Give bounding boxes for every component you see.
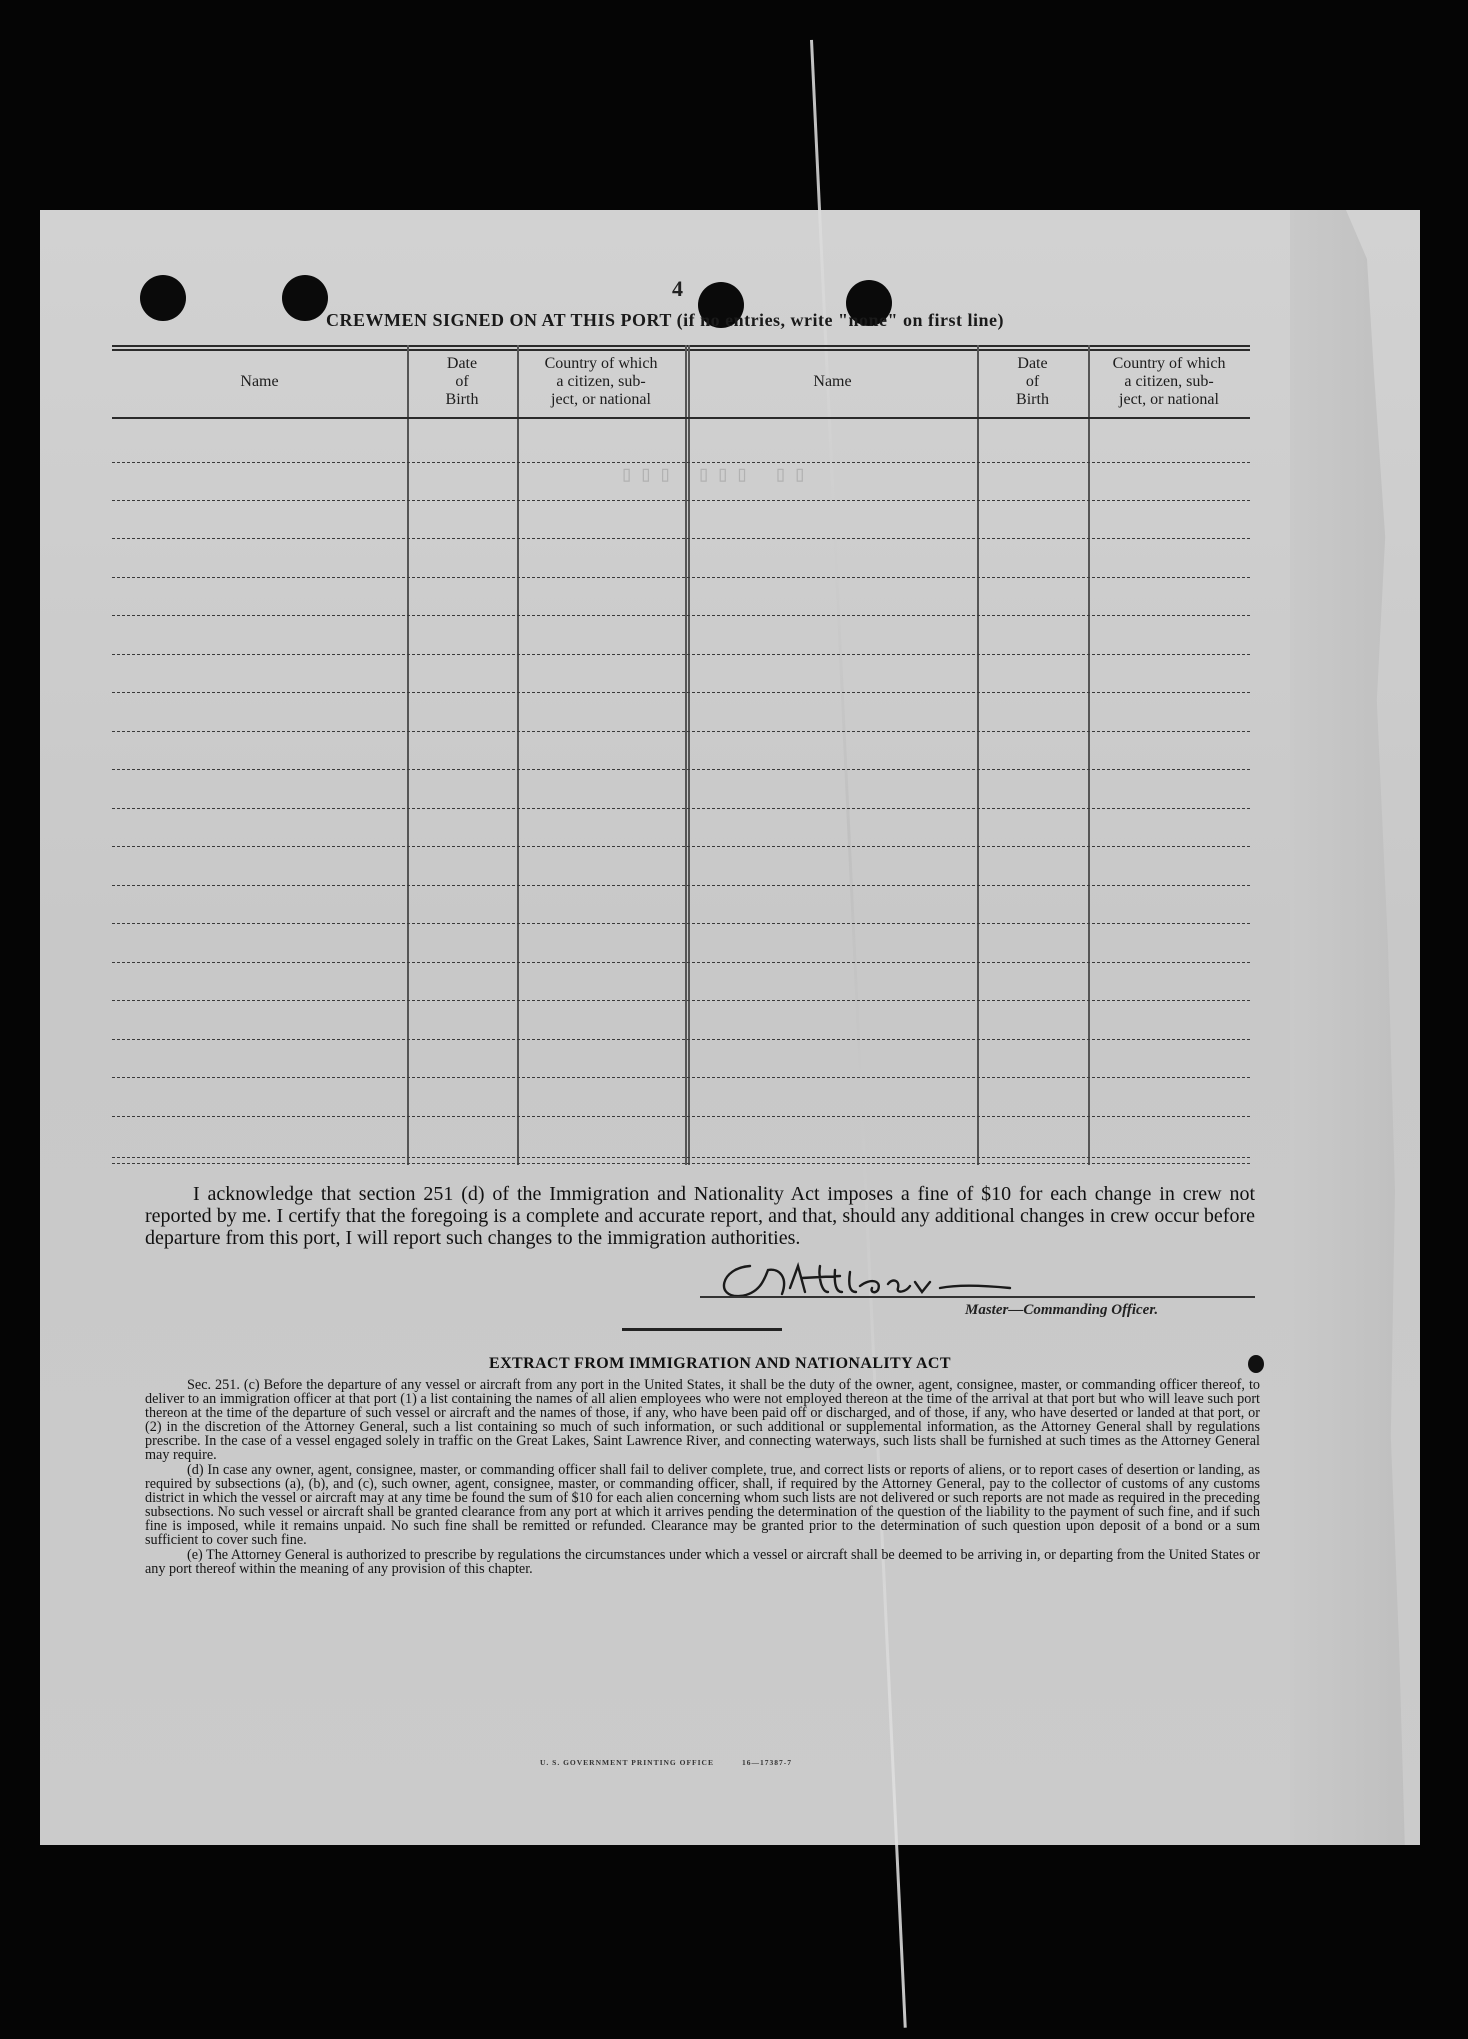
column-header-date-of-birth-2: Date of Birth [1016, 355, 1049, 408]
column-header-country-2: Country of which a citizen, sub- ject, or national [1112, 355, 1226, 408]
table-row [112, 1000, 1250, 1001]
table-row [112, 538, 1250, 539]
table-row [112, 1077, 1250, 1078]
extract-title: EXTRACT FROM IMMIGRATION AND NATIONALITY ACT [489, 1355, 951, 1372]
acknowledgment-text: I acknowledge that section 251 (d) of the Immigration and Nationality Act imposes a fine of $10 for each change in crew not reported by me. I certify that the foregoing is a complete and accurate report, and that, should any additional changes in crew occur before departure from this port, I will report such changes to the immigration authorities. [145, 1183, 1255, 1249]
table-row [112, 654, 1250, 655]
table-row [112, 846, 1250, 847]
extract-body [145, 1378, 1260, 1577]
table-row [112, 769, 1250, 770]
column-header-date-of-birth: Date of Birth [445, 355, 479, 408]
table-row [112, 962, 1250, 963]
column-header-name-2: Name [813, 373, 852, 390]
acknowledgment-statement [145, 1183, 1255, 1249]
printer-name: U. S. GOVERNMENT PRINTING OFFICE [540, 1758, 714, 1767]
column-divider [517, 345, 519, 1165]
column-divider [977, 345, 979, 1165]
extract-paragraph-c: Sec. 251. (c) Before the departure of any vessel or aircraft from any port in the United States, it shall be the duty of the owner, agent, consignee, master, or commanding officer thereof, to deliver to an immigration officer at that port (1) a list containing the names of all alien employees who were not employed thereon at the time of the arrival at that port but who will leave such port thereon at the time of the departure of such vessel or aircraft and the names of those, if any, who have been paid off or discharged, and of those, if any, who have deserted or landed at that port, or (2) in the discretion of the Attorney General, such a list containing so much of such information, or such additional or supplemental information, as the Attorney General shall by regulations prescribe. In the case of a vessel engaged solely in traffic on the Great Lakes, Saint Lawrence River, and connecting waterways, such lists shall be furnished at such times as the Attorney General may require. [145, 1377, 1260, 1463]
table-row [112, 1039, 1250, 1040]
table-row [112, 731, 1250, 732]
page-number: 4 [672, 276, 683, 301]
column-divider [1088, 345, 1090, 1165]
table-row [112, 923, 1250, 924]
master-signature [710, 1248, 1110, 1308]
extract-paragraph-d: (d) In case any owner, agent, consignee, master, or commanding officer shall fail to deliver complete, true, and correct lists or reports of aliens, or to report cases of desertion or landing, as required by subsections (a), (b), and (c), such owner, agent, consignee, master, or commanding officer, shall, if required by the Attorney General, pay to the collector of customs of any customs district in which the vessel or aircraft may at any time be found the sum of $10 for each alien concerning whom such lists are not delivered or such reports are not made as required in the preceding subsections. No such vessel or aircraft shall be granted clearance from any port at which it arrives pending the determination of the question of the liability to the payment of such fine, and if such fine is imposed, while it remains unpaid. No such fine shall be remitted or refunded. Clearance may be granted prior to the determination of such question upon deposit of a bond or a sum sufficient to cover such fine. [145, 1462, 1260, 1548]
printer-imprint [540, 1758, 820, 1767]
column-header-country: Country of which a citizen, sub- ject, or national [544, 355, 658, 408]
table-row [112, 885, 1250, 886]
table-row [112, 808, 1250, 809]
table-row [112, 1157, 1250, 1158]
table-bottom-rule [112, 1163, 1250, 1164]
signature-line [700, 1296, 1255, 1298]
column-header-name: Name [240, 373, 279, 390]
table-row [112, 1116, 1250, 1117]
table-top-rule [112, 345, 1250, 347]
table-top-rule [112, 349, 1250, 351]
table-row [112, 500, 1250, 501]
table-row [112, 692, 1250, 693]
form-title: CREWMEN SIGNED ON AT THIS PORT (if no entries, write "none" on first line) [325, 310, 1005, 330]
form-code: 16—17387-7 [741, 1758, 792, 1767]
faint-stamp: ▯▯▯ ▯▯▯ ▯▯ [620, 463, 813, 488]
table-row [112, 615, 1250, 616]
extract-paragraph-e: (e) The Attorney General is authorized to prescribe by regulations the circumstances under which a vessel or aircraft shall be deemed to be arriving in, or departing from the United States or any port thereof within the meaning of any provision of this chapter. [145, 1547, 1260, 1577]
table-row [112, 577, 1250, 578]
section-divider [622, 1328, 782, 1331]
column-divider [407, 345, 409, 1165]
header-rule [112, 417, 1250, 419]
signature-caption: Master—Commanding Officer. [965, 1302, 1159, 1318]
